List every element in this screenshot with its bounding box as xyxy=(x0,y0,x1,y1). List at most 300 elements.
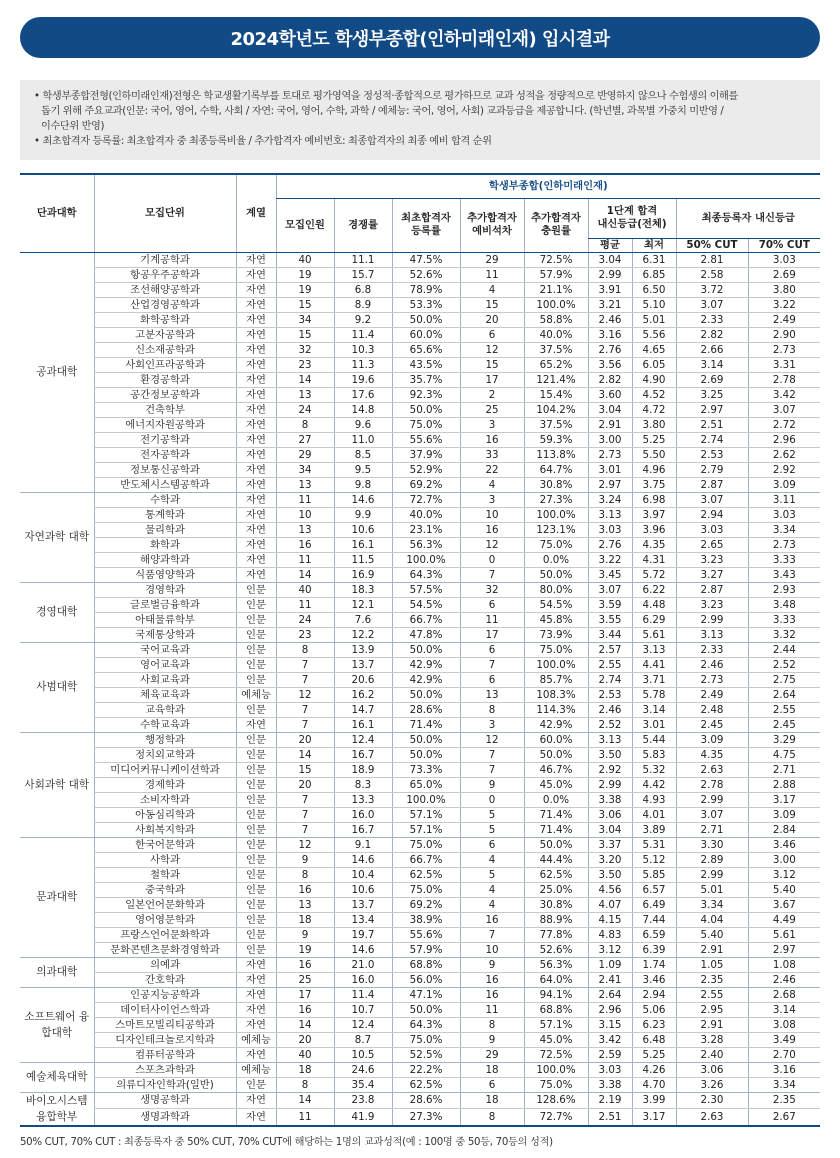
table-row xyxy=(20,357,820,372)
table-cell: 중국학과 xyxy=(94,882,236,897)
table-cell: 2.64 xyxy=(588,987,632,1002)
table-row xyxy=(20,822,820,837)
table-cell: 6 xyxy=(460,642,524,657)
table-cell: 3.96 xyxy=(632,522,676,537)
table-cell: 생명과학과 xyxy=(94,1108,236,1125)
table-cell: 3.67 xyxy=(748,897,820,912)
table-cell: 104.2% xyxy=(524,402,588,417)
table-cell: 인문 xyxy=(236,1077,276,1092)
table-cell: 항공우주공학과 xyxy=(94,267,236,282)
table-cell: 2.97 xyxy=(676,402,748,417)
table-cell: 디자인테크놀로지학과 xyxy=(94,1032,236,1047)
table-cell: 의류디자인학과(일반) xyxy=(94,1077,236,1092)
table-cell: 72.7% xyxy=(392,492,460,507)
table-cell: 18 xyxy=(460,1062,524,1077)
table-cell: 54.5% xyxy=(524,597,588,612)
table-cell: 3.03 xyxy=(748,252,820,267)
table-cell: 인문 xyxy=(236,702,276,717)
header-first-reg-line1: 최초합격자 xyxy=(401,212,451,224)
table-row xyxy=(20,1077,820,1092)
table-cell: 2.90 xyxy=(748,327,820,342)
table-cell: 19 xyxy=(276,267,334,282)
table-cell: 100.0% xyxy=(524,657,588,672)
table-cell: 6 xyxy=(460,327,524,342)
table-cell: 4.75 xyxy=(748,747,820,762)
table-cell: 6.8 xyxy=(334,282,392,297)
table-cell: 3.42 xyxy=(588,1032,632,1047)
table-cell: 2.49 xyxy=(748,312,820,327)
table-cell: 2.68 xyxy=(748,987,820,1002)
table-cell: 글로벌금융학과 xyxy=(94,597,236,612)
table-cell: 5.78 xyxy=(632,687,676,702)
table-cell: 인문 xyxy=(236,597,276,612)
table-cell: 국제통상학과 xyxy=(94,627,236,642)
table-cell: 73.9% xyxy=(524,627,588,642)
header-waitlist xyxy=(460,198,524,252)
table-cell: 2.66 xyxy=(676,342,748,357)
table-cell: 16.1 xyxy=(334,537,392,552)
table-cell: 62.5% xyxy=(524,867,588,882)
table-cell: 10.7 xyxy=(334,1002,392,1017)
table-cell: 15 xyxy=(276,327,334,342)
table-cell: 3.23 xyxy=(676,552,748,567)
table-cell: 6.29 xyxy=(632,612,676,627)
table-cell: 철학과 xyxy=(94,867,236,882)
table-cell: 사학과 xyxy=(94,852,236,867)
table-row xyxy=(20,252,820,267)
table-cell: 5.10 xyxy=(632,297,676,312)
table-cell: 16 xyxy=(460,522,524,537)
table-cell: 자연 xyxy=(236,282,276,297)
table-cell: 2.33 xyxy=(676,642,748,657)
table-cell: 2.19 xyxy=(588,1092,632,1108)
table-cell: 2.95 xyxy=(676,1002,748,1017)
table-cell: 7.44 xyxy=(632,912,676,927)
table-cell: 5.83 xyxy=(632,747,676,762)
table-cell: 20 xyxy=(460,312,524,327)
table-cell: 17 xyxy=(276,987,334,1002)
table-cell: 7 xyxy=(276,657,334,672)
table-cell: 18 xyxy=(276,912,334,927)
table-cell: 3.30 xyxy=(676,837,748,852)
table-row xyxy=(20,702,820,717)
header-waitlist-line1: 추가합격자 xyxy=(467,212,517,224)
table-cell: 50.0% xyxy=(524,747,588,762)
table-cell: 자연 xyxy=(236,492,276,507)
table-row xyxy=(20,372,820,387)
table-cell: 11 xyxy=(460,267,524,282)
table-cell: 2.70 xyxy=(748,1047,820,1062)
table-cell: 17 xyxy=(460,372,524,387)
table-cell: 60.0% xyxy=(392,327,460,342)
table-cell: 75.0% xyxy=(524,1077,588,1092)
table-cell: 영어영문학과 xyxy=(94,912,236,927)
table-cell: 3.06 xyxy=(588,807,632,822)
table-cell: 11.4 xyxy=(334,327,392,342)
table-body xyxy=(20,252,820,1126)
table-cell: 4.49 xyxy=(748,912,820,927)
table-cell: 57.9% xyxy=(392,942,460,957)
table-cell: 5 xyxy=(460,807,524,822)
table-row xyxy=(20,477,820,492)
table-cell: 9 xyxy=(276,852,334,867)
table-cell: 14.6 xyxy=(334,942,392,957)
table-cell: 4.65 xyxy=(632,342,676,357)
table-cell: 물리학과 xyxy=(94,522,236,537)
table-cell: 2.78 xyxy=(748,372,820,387)
table-row xyxy=(20,672,820,687)
table-cell: 35.7% xyxy=(392,372,460,387)
table-cell: 17 xyxy=(460,627,524,642)
table-cell: 8 xyxy=(276,417,334,432)
table-cell: 13.9 xyxy=(334,642,392,657)
table-cell: 2.46 xyxy=(676,657,748,672)
table-cell: 75.0% xyxy=(524,537,588,552)
table-cell: 80.0% xyxy=(524,582,588,597)
table-cell: 9.6 xyxy=(334,417,392,432)
table-cell: 23.8 xyxy=(334,1092,392,1108)
table-cell: 42.9% xyxy=(524,717,588,732)
table-row xyxy=(20,312,820,327)
table-cell: 2.91 xyxy=(588,417,632,432)
table-cell: 13.4 xyxy=(334,912,392,927)
table-cell: 6.59 xyxy=(632,927,676,942)
table-cell: 5.44 xyxy=(632,732,676,747)
table-row xyxy=(20,657,820,672)
table-cell: 3.03 xyxy=(676,522,748,537)
table-row xyxy=(20,507,820,522)
table-cell: 3.25 xyxy=(676,387,748,402)
table-row xyxy=(20,537,820,552)
table-cell: 16 xyxy=(276,537,334,552)
table-cell: 2.46 xyxy=(748,972,820,987)
table-cell: 15.7 xyxy=(334,267,392,282)
table-cell: 7 xyxy=(276,672,334,687)
table-cell: 2.40 xyxy=(676,1047,748,1062)
table-cell: 2.64 xyxy=(748,687,820,702)
table-cell: 3.20 xyxy=(588,852,632,867)
notes-box xyxy=(20,80,820,160)
table-cell: 2.91 xyxy=(676,1017,748,1032)
table-cell: 행정학과 xyxy=(94,732,236,747)
table-cell: 문화콘텐츠문화경영학과 xyxy=(94,942,236,957)
table-cell: 56.3% xyxy=(392,537,460,552)
table-cell: 3.14 xyxy=(676,357,748,372)
table-cell: 3.49 xyxy=(748,1032,820,1047)
table-cell: 10 xyxy=(460,507,524,522)
table-cell: 10.6 xyxy=(334,522,392,537)
table-row xyxy=(20,597,820,612)
table-cell: 5.61 xyxy=(748,927,820,942)
table-cell: 92.3% xyxy=(392,387,460,402)
table-cell: 3.17 xyxy=(748,792,820,807)
table-cell: 27.3% xyxy=(392,1108,460,1125)
table-cell: 인문 xyxy=(236,867,276,882)
table-cell: 자연 xyxy=(236,252,276,267)
table-cell: 2.71 xyxy=(676,822,748,837)
table-cell: 자연 xyxy=(236,987,276,1002)
table-cell: 57.1% xyxy=(392,822,460,837)
table-cell: 5.25 xyxy=(632,1047,676,1062)
table-cell: 27.3% xyxy=(524,492,588,507)
table-cell: 2.51 xyxy=(588,1108,632,1125)
table-cell: 18.9 xyxy=(334,762,392,777)
college-cell: 문과대학 xyxy=(20,837,94,957)
table-cell: 3.00 xyxy=(748,852,820,867)
table-cell: 71.4% xyxy=(392,717,460,732)
table-cell: 15 xyxy=(276,297,334,312)
table-cell: 7 xyxy=(276,822,334,837)
table-cell: 2.52 xyxy=(748,657,820,672)
table-cell: 3.80 xyxy=(748,282,820,297)
table-cell: 4 xyxy=(460,477,524,492)
table-cell: 10.6 xyxy=(334,882,392,897)
table-cell: 3.07 xyxy=(676,297,748,312)
table-cell: 예체능 xyxy=(236,1062,276,1077)
table-cell: 자연 xyxy=(236,1017,276,1032)
table-cell: 35.4 xyxy=(334,1077,392,1092)
header-track: 계열 xyxy=(236,174,276,252)
table-cell: 자연 xyxy=(236,372,276,387)
college-cell: 바이오시스템 융합학부 xyxy=(20,1092,94,1126)
table-cell: 25 xyxy=(276,972,334,987)
table-cell: 100.0% xyxy=(524,297,588,312)
table-cell: 3.21 xyxy=(588,297,632,312)
table-cell: 24 xyxy=(276,612,334,627)
table-cell: 50.0% xyxy=(392,732,460,747)
table-cell: 인문 xyxy=(236,852,276,867)
table-cell: 인문 xyxy=(236,627,276,642)
table-cell: 113.8% xyxy=(524,447,588,462)
table-cell: 29 xyxy=(460,1047,524,1062)
table-row xyxy=(20,942,820,957)
table-cell: 자연 xyxy=(236,1002,276,1017)
table-cell: 미디어커뮤니케이션학과 xyxy=(94,762,236,777)
table-cell: 16.0 xyxy=(334,807,392,822)
table-row xyxy=(20,1047,820,1062)
table-cell: 4.35 xyxy=(676,747,748,762)
table-cell: 인문 xyxy=(236,897,276,912)
table-cell: 3.00 xyxy=(588,432,632,447)
table-cell: 영어교육과 xyxy=(94,657,236,672)
table-cell: 57.1% xyxy=(524,1017,588,1032)
table-cell: 자연 xyxy=(236,1092,276,1108)
table-cell: 3.56 xyxy=(588,357,632,372)
table-cell: 한국어문학과 xyxy=(94,837,236,852)
table-cell: 자연 xyxy=(236,1108,276,1125)
table-cell: 23 xyxy=(276,357,334,372)
table-cell: 3.97 xyxy=(632,507,676,522)
table-cell: 전기공학과 xyxy=(94,432,236,447)
table-cell: 13 xyxy=(276,477,334,492)
table-cell: 2.96 xyxy=(588,1002,632,1017)
table-cell: 2.58 xyxy=(676,267,748,282)
table-cell: 20 xyxy=(276,732,334,747)
table-cell: 13 xyxy=(276,897,334,912)
table-cell: 3.50 xyxy=(588,867,632,882)
table-cell: 일본언어문화학과 xyxy=(94,897,236,912)
table-cell: 8 xyxy=(460,1108,524,1125)
table-cell: 2.30 xyxy=(676,1092,748,1108)
note-line: 이수단위 반영) xyxy=(41,121,105,132)
page-title xyxy=(20,17,820,58)
table-cell: 11.4 xyxy=(334,987,392,1002)
table-cell: 자연 xyxy=(236,477,276,492)
table-cell: 42.9% xyxy=(392,657,460,672)
table-cell: 4.31 xyxy=(632,552,676,567)
table-cell: 2.45 xyxy=(748,717,820,732)
table-cell: 3.14 xyxy=(632,702,676,717)
table-cell: 반도체시스템공학과 xyxy=(94,477,236,492)
table-cell: 3.80 xyxy=(632,417,676,432)
table-cell: 2.48 xyxy=(676,702,748,717)
table-cell: 자연 xyxy=(236,1047,276,1062)
table-cell: 53.3% xyxy=(392,297,460,312)
table-cell: 52.9% xyxy=(392,462,460,477)
table-cell: 58.8% xyxy=(524,312,588,327)
college-cell: 공과대학 xyxy=(20,252,94,492)
table-cell: 15 xyxy=(460,297,524,312)
table-cell: 자연 xyxy=(236,432,276,447)
table-cell: 22.2% xyxy=(392,1062,460,1077)
table-cell: 2.51 xyxy=(676,417,748,432)
header-college: 단과대학 xyxy=(20,174,94,252)
table-cell: 37.9% xyxy=(392,447,460,462)
header-stage1-line2: 내신등급(전체) xyxy=(597,218,667,230)
table-cell: 108.3% xyxy=(524,687,588,702)
table-cell: 4.42 xyxy=(632,777,676,792)
table-cell: 2.97 xyxy=(588,477,632,492)
table-row xyxy=(20,687,820,702)
table-cell: 64.7% xyxy=(524,462,588,477)
table-row xyxy=(20,762,820,777)
table-cell: 16.2 xyxy=(334,687,392,702)
table-cell: 13 xyxy=(460,687,524,702)
table-cell: 2.73 xyxy=(748,537,820,552)
header-first-reg-line2: 등록률 xyxy=(411,225,441,237)
table-cell: 화학과 xyxy=(94,537,236,552)
table-cell: 3.12 xyxy=(748,867,820,882)
table-cell: 62.5% xyxy=(392,1077,460,1092)
table-cell: 12 xyxy=(460,342,524,357)
table-cell: 55.6% xyxy=(392,432,460,447)
table-cell: 14 xyxy=(276,1092,334,1108)
table-cell: 3.03 xyxy=(588,1062,632,1077)
table-cell: 3.46 xyxy=(632,972,676,987)
table-row xyxy=(20,552,820,567)
table-cell: 5.40 xyxy=(748,882,820,897)
table-cell: 6 xyxy=(460,837,524,852)
table-cell: 6.98 xyxy=(632,492,676,507)
table-cell: 25 xyxy=(460,402,524,417)
table-cell: 컴퓨터공학과 xyxy=(94,1047,236,1062)
table-cell: 15.4% xyxy=(524,387,588,402)
table-cell: 9.1 xyxy=(334,837,392,852)
header-min: 최저 xyxy=(632,238,676,252)
table-row xyxy=(20,417,820,432)
table-row xyxy=(20,747,820,762)
table-cell: 11 xyxy=(460,612,524,627)
table-cell: 20 xyxy=(276,1032,334,1047)
table-cell: 인문 xyxy=(236,882,276,897)
table-cell: 12 xyxy=(276,837,334,852)
header-group: 학생부종합(인하미래인재) xyxy=(276,174,820,198)
table-cell: 72.5% xyxy=(524,252,588,267)
table-cell: 6.57 xyxy=(632,882,676,897)
table-cell: 3.45 xyxy=(588,567,632,582)
table-cell: 72.7% xyxy=(524,1108,588,1125)
table-cell: 60.0% xyxy=(524,732,588,747)
table-cell: 3.07 xyxy=(676,807,748,822)
table-cell: 7 xyxy=(276,702,334,717)
table-cell: 생명공학과 xyxy=(94,1092,236,1108)
table-cell: 50.0% xyxy=(392,312,460,327)
table-cell: 32 xyxy=(460,582,524,597)
table-cell: 47.1% xyxy=(392,987,460,1002)
table-cell: 77.8% xyxy=(524,927,588,942)
table-cell: 3.23 xyxy=(676,597,748,612)
table-cell: 4.72 xyxy=(632,402,676,417)
table-cell: 사회복지학과 xyxy=(94,822,236,837)
table-cell: 14.6 xyxy=(334,852,392,867)
table-cell: 68.8% xyxy=(524,1002,588,1017)
table-cell: 통계학과 xyxy=(94,507,236,522)
table-cell: 14 xyxy=(276,567,334,582)
college-cell: 사회과학 대학 xyxy=(20,732,94,837)
table-cell: 3.11 xyxy=(748,492,820,507)
table-row xyxy=(20,957,820,972)
page-title-text: 2024학년도 학생부종합(인하미래인재) 입시결과 xyxy=(230,28,610,50)
table-cell: 자연 xyxy=(236,297,276,312)
table-cell: 10 xyxy=(460,942,524,957)
table-cell: 5.50 xyxy=(632,447,676,462)
table-cell: 2.94 xyxy=(632,987,676,1002)
table-cell: 2.73 xyxy=(588,447,632,462)
table-cell: 예체능 xyxy=(236,687,276,702)
table-cell: 3.26 xyxy=(676,1077,748,1092)
table-cell: 3.07 xyxy=(676,492,748,507)
table-cell: 3.72 xyxy=(676,282,748,297)
table-cell: 인문 xyxy=(236,642,276,657)
table-cell: 47.5% xyxy=(392,252,460,267)
table-cell: 2.55 xyxy=(676,987,748,1002)
note-line: 돕기 위해 주요교과(인문: 국어, 영어, 수학, 사회 / 자연: 국어, 영어, 수학, 과학 / 예체능: 국어, 영어, 사회) 교과등급을 제공합니다. (학년별, 과목별 가중치 미반영 / xyxy=(41,106,724,117)
header-stage1 xyxy=(588,198,676,238)
table-cell: 73.3% xyxy=(392,762,460,777)
table-cell: 4.96 xyxy=(632,462,676,477)
table-cell: 4.93 xyxy=(632,792,676,807)
table-cell: 4.01 xyxy=(632,807,676,822)
table-cell: 2.62 xyxy=(748,447,820,462)
table-cell: 34 xyxy=(276,462,334,477)
table-row xyxy=(20,972,820,987)
table-cell: 스마트모빌리티공학과 xyxy=(94,1017,236,1032)
table-cell: 46.7% xyxy=(524,762,588,777)
table-row xyxy=(20,642,820,657)
table-row xyxy=(20,1032,820,1047)
table-cell: 75.0% xyxy=(392,837,460,852)
table-cell: 29 xyxy=(460,252,524,267)
table-cell: 5.01 xyxy=(676,882,748,897)
table-cell: 3.27 xyxy=(676,567,748,582)
table-cell: 69.2% xyxy=(392,477,460,492)
table-cell: 2.72 xyxy=(748,417,820,432)
table-cell: 3.34 xyxy=(676,897,748,912)
table-cell: 10.5 xyxy=(334,1047,392,1062)
table-cell: 2.84 xyxy=(748,822,820,837)
header-competition: 경쟁률 xyxy=(334,198,392,252)
table-row xyxy=(20,987,820,1002)
